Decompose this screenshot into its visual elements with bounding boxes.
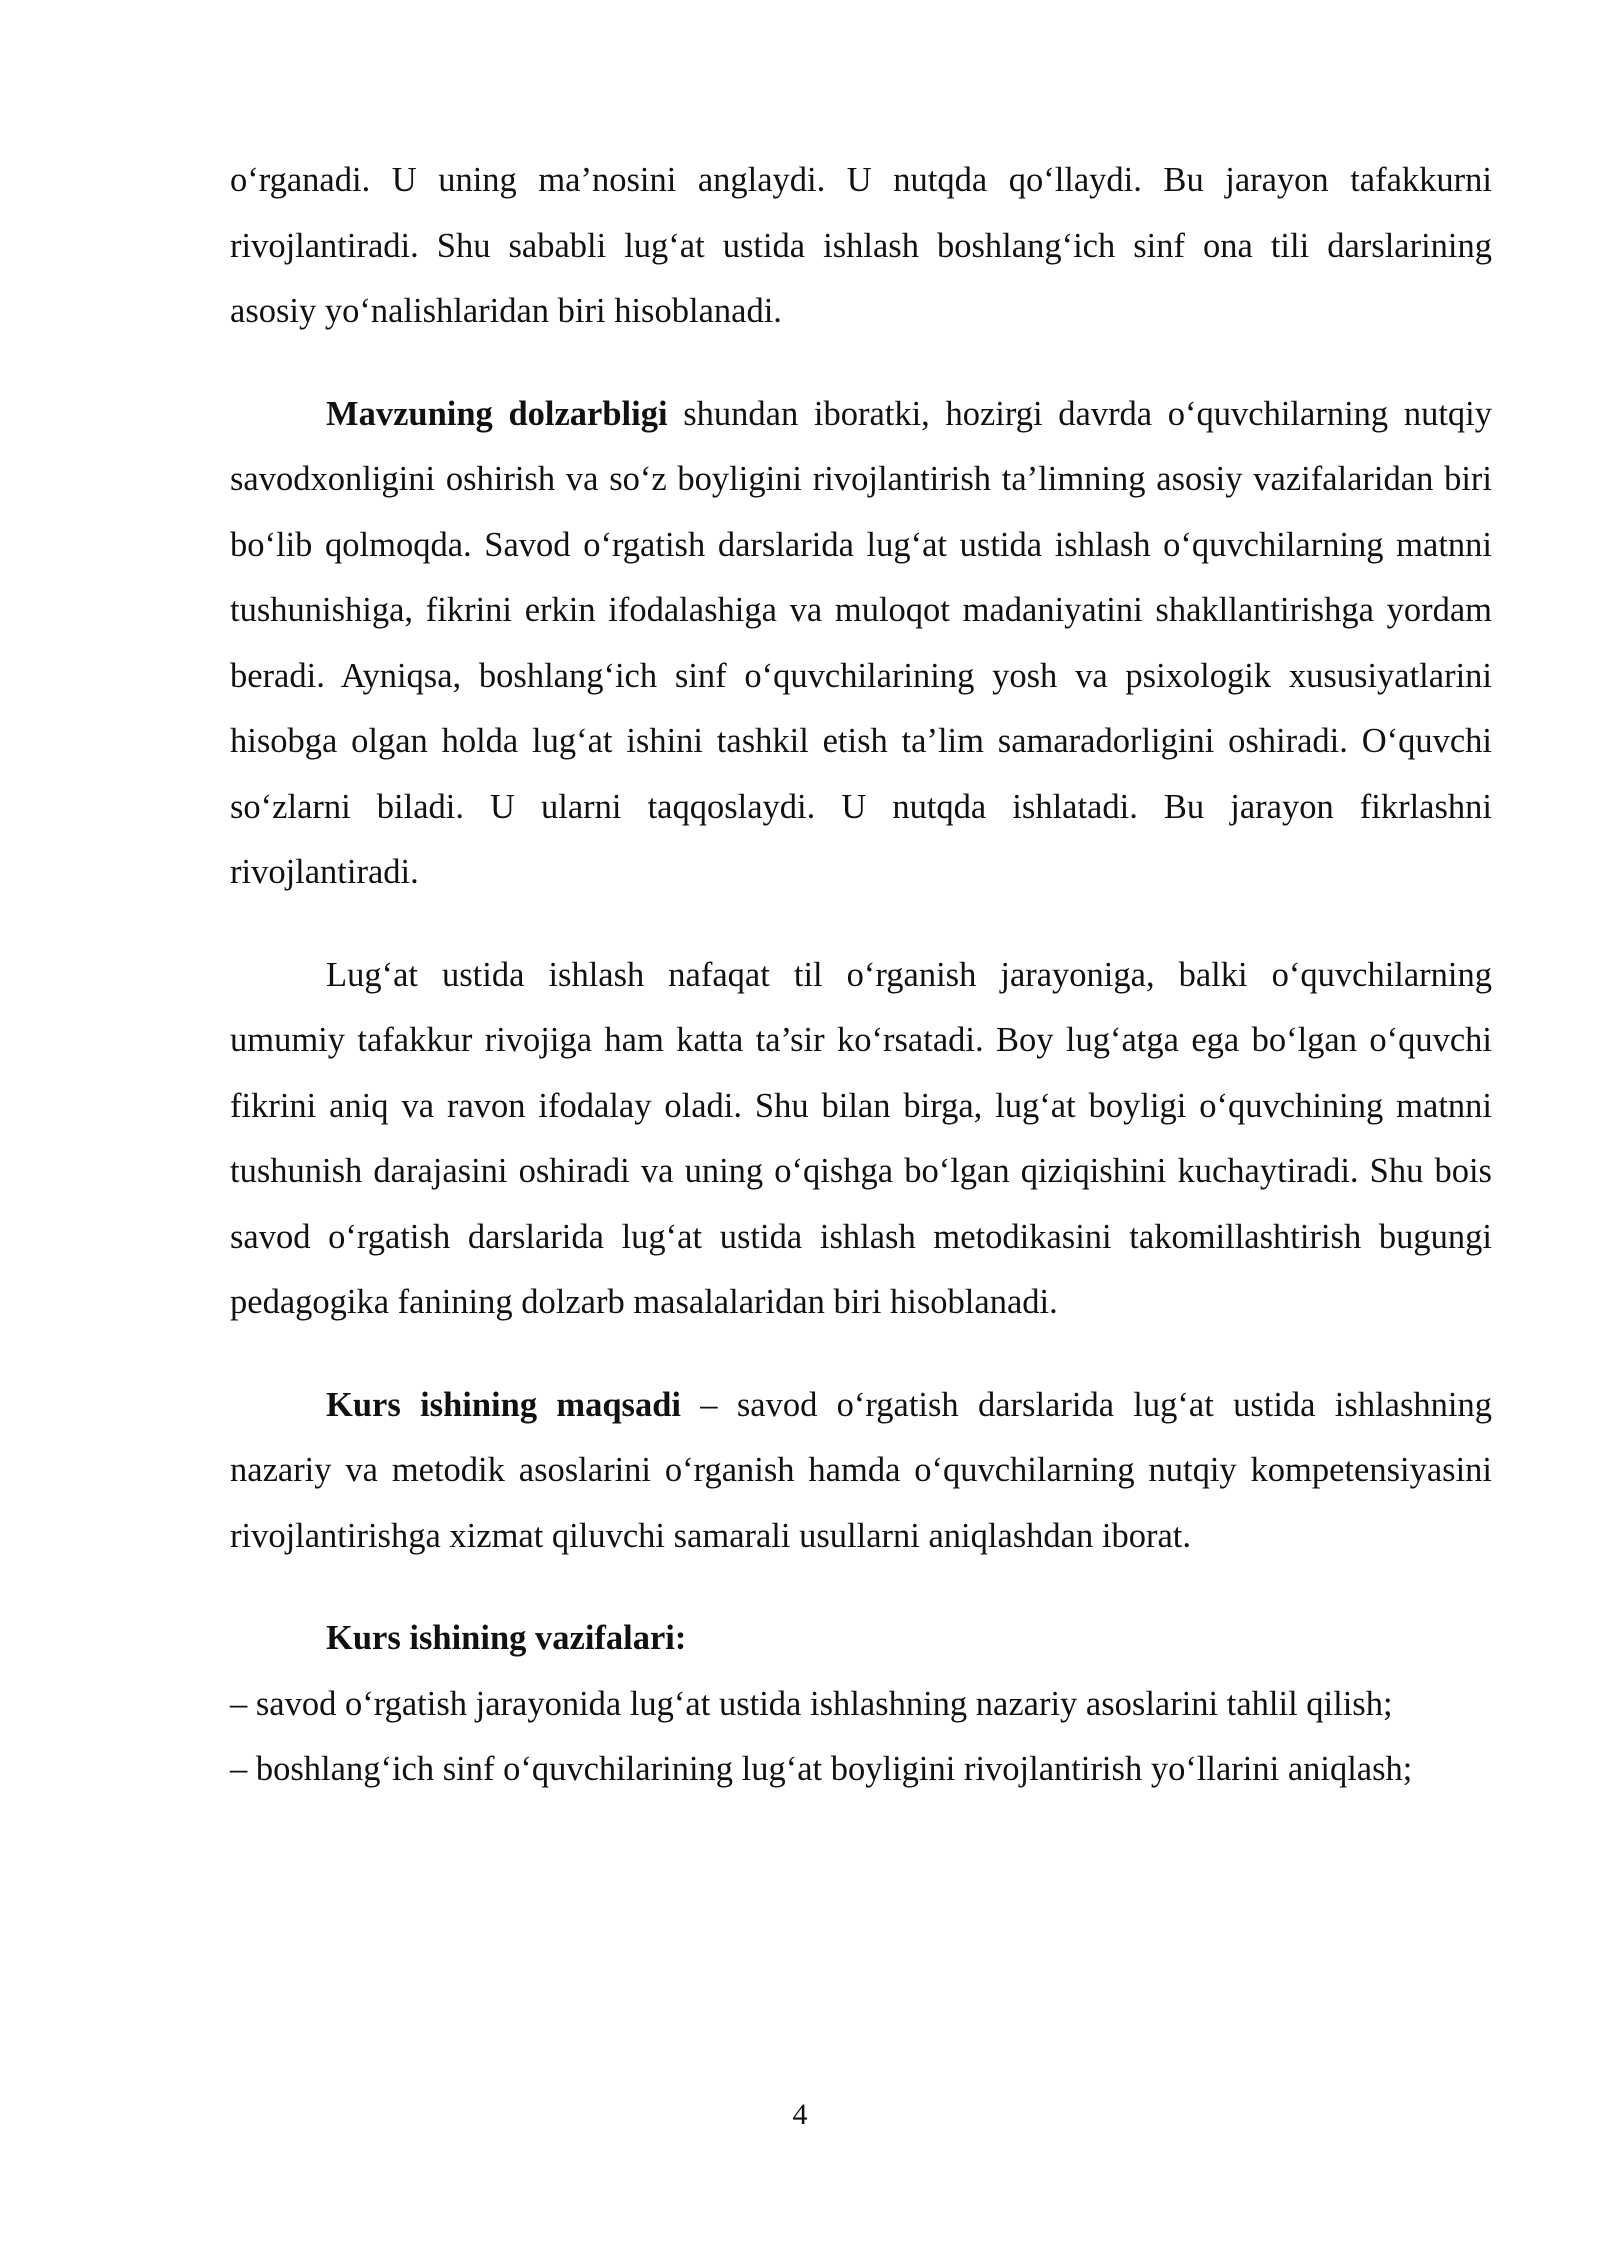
- goal-text: – savod o‘rgatish darslarida lug‘at ustida ishlashning nazariy va metodik asoslarini o‘rganish hamda o‘quvchilarning nutqiy kompetensiyasini rivojlantirishga xizmat qiluvchi samarali usullarni aniqlashdan iborat.: [230, 1385, 1492, 1555]
- page-number: 4: [792, 2098, 808, 2131]
- paragraph-vocabulary: Lug‘at ustida ishlash nafaqat til o‘rganish jarayoniga, balki o‘quvchilarning umumiy tafakkur rivojiga ham katta ta’sir ko‘rsatadi. Boy lug‘atga ega bo‘lgan o‘quvchi fikrini aniq va ravon ifodalay oladi. Shu bilan birga, lug‘at boyligi o‘quvchining matnni tushunish darajasini oshiradi va uning o‘qishga bo‘lgan qiziqishini kuchaytiradi. Shu bois savod o‘rgatish darslarida lug‘at ustida ishlash metodikasini takomillashtirish bugungi pedagogika fanining dolzarb masalalaridan biri hisoblanadi.: [230, 955, 1492, 1321]
- relevance-text: shundan iboratki, hozirgi davrda o‘quvchilarning nutqiy savodxonligini oshirish va so‘z boyligini rivojlantirish ta’limning asosiy vazifalaridan biri bo‘lib qolmoqda. Savod o‘rgatish darslarida lug‘at ustida ishlash o‘quvchilarning matnni tushunishiga, fikrini erkin ifodalashiga va muloqot madaniyatini shakllantirishga yordam beradi. Ayniqsa, boshlang‘ich sinf o‘quvchilarining yosh va psixologik xususiyatlarini hisobga olgan holda lug‘at ishini tashkil etish ta’lim samaradorligini oshiradi. O‘quvchi so‘zlarni biladi. U ularni taqqoslaydi. U nutqda ishlatadi. Bu jarayon fikrlashni rivojlantiradi.: [230, 394, 1492, 891]
- relevance-lead: Mavzuning dolzarbligi: [326, 394, 668, 433]
- tasks-heading: Kurs ishining vazifalari:: [326, 1619, 687, 1657]
- list-item: – savod o‘rgatish jarayonida lug‘at ustida ishlashning nazariy asoslarini tahlil qilish;: [230, 1684, 1393, 1723]
- page-body: [230, 148, 1492, 1803]
- tasks-list: [230, 1672, 1492, 1803]
- paragraph-relevance: [230, 382, 1492, 906]
- paragraph-goal: [230, 1373, 1492, 1570]
- goal-lead: Kurs ishining maqsadi: [326, 1385, 681, 1424]
- paragraph-intro: o‘rganadi. U uning ma’nosini anglaydi. U nutqda qo‘llaydi. Bu jarayon tafakkurni rivojlantiradi. Shu sababli lug‘at ustida ishlash boshlang‘ich sinf ona tili darslarining asosiy yo‘nalishlaridan biri hisoblanadi.: [230, 161, 1492, 330]
- list-item: – boshlang‘ich sinf o‘quvchilarining lug‘at boyligini rivojlantirish yo‘llarini aniqlash;: [230, 1750, 1413, 1788]
